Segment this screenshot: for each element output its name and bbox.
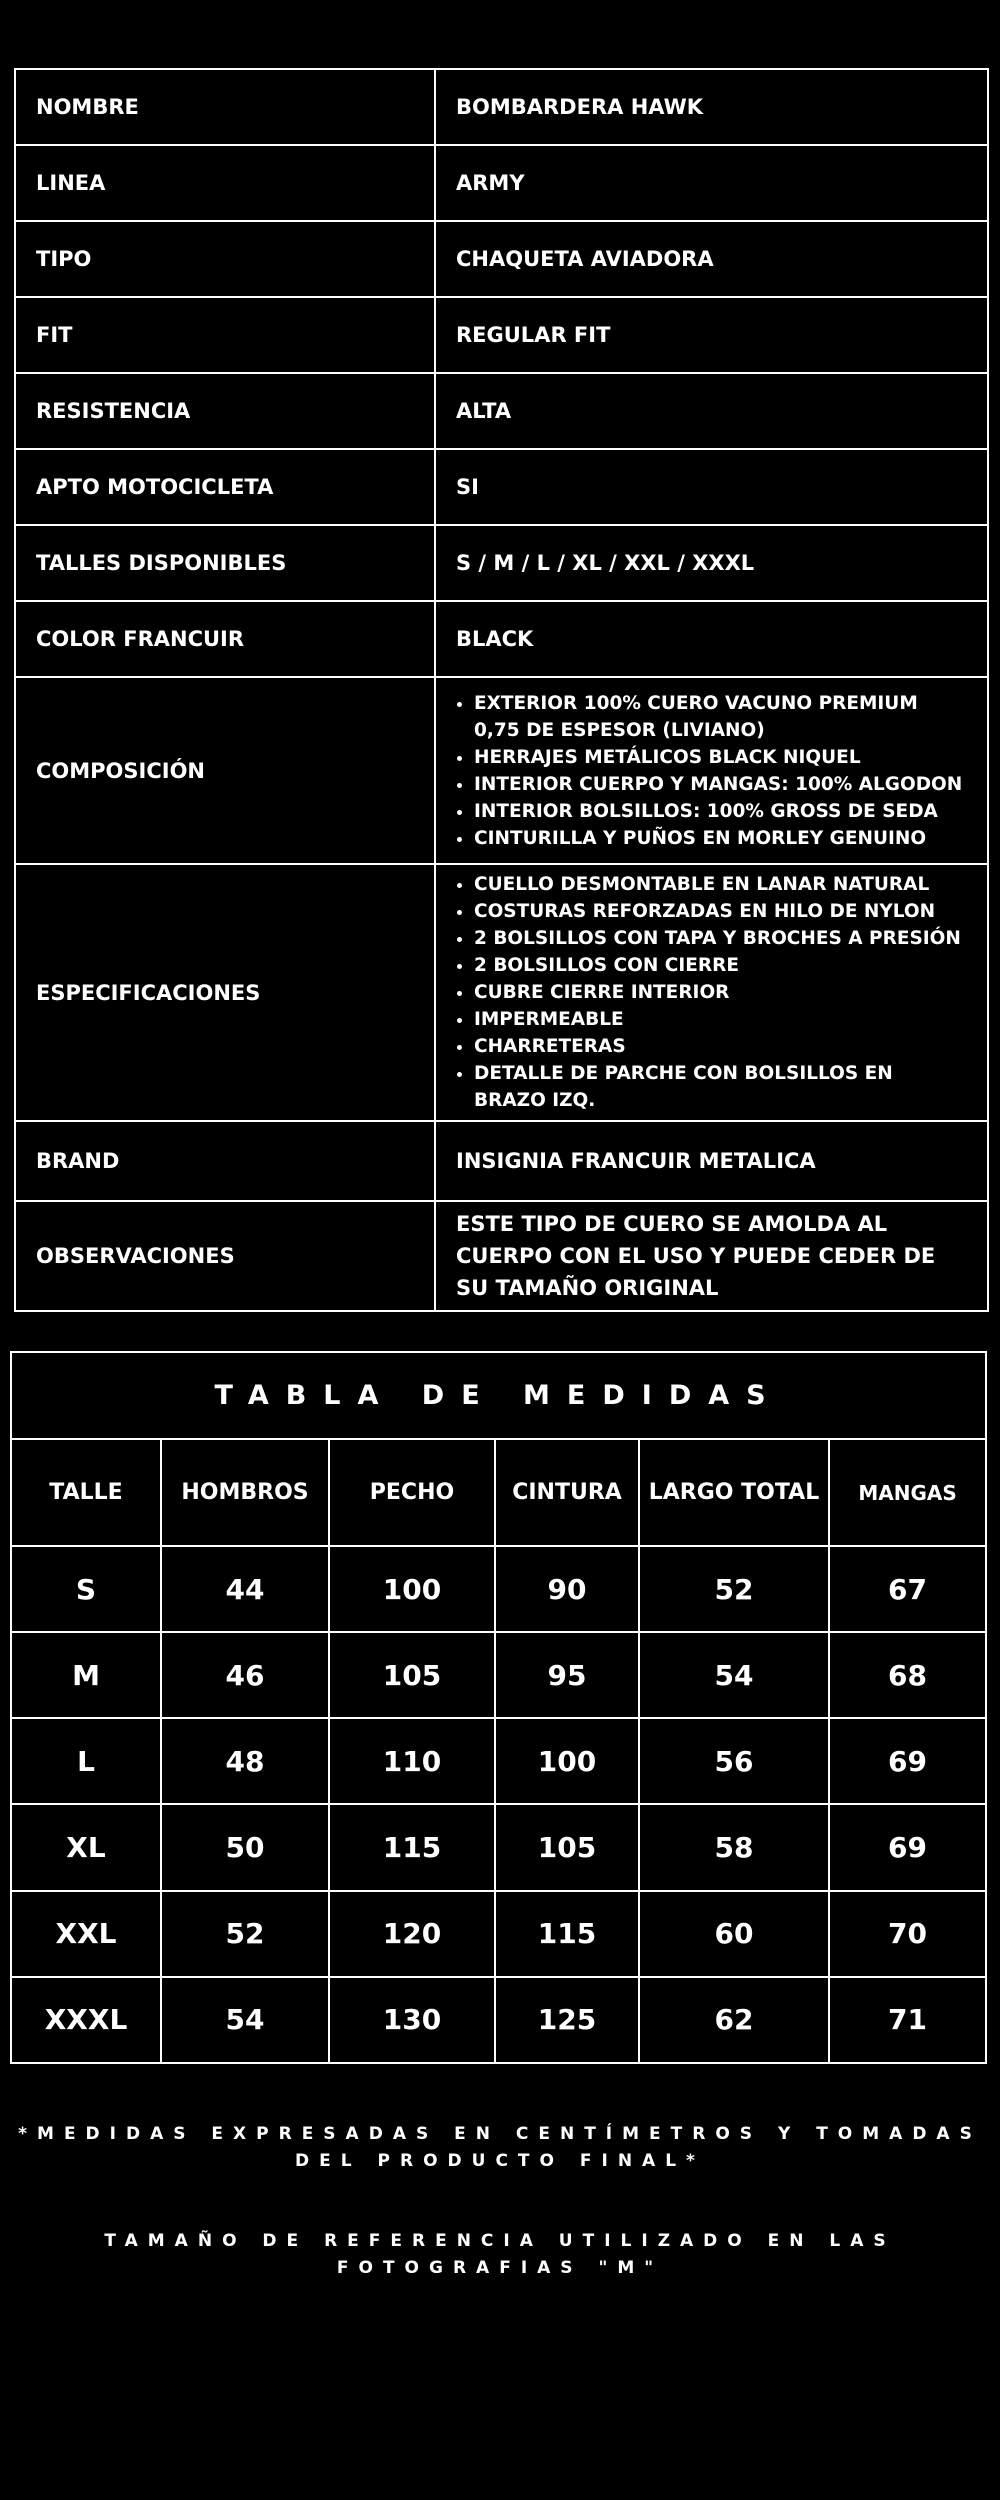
composition-item: • INTERIOR CUERPO Y MANGAS: 100% ALGODON xyxy=(474,771,967,798)
specification-item: • CUELLO DESMONTABLE EN LANAR NATURAL xyxy=(474,871,967,898)
size-table xyxy=(10,1351,987,2064)
size-cell: 95 xyxy=(495,1632,639,1718)
header-talle: TALLE xyxy=(11,1439,161,1546)
size-cell: 50 xyxy=(161,1804,329,1890)
size-cell: 56 xyxy=(639,1718,829,1804)
specification-item: • COSTURAS REFORZADAS EN HILO DE NYLON xyxy=(474,898,967,925)
specification-item: • CUBRE CIERRE INTERIOR xyxy=(474,979,967,1006)
size-cell: 52 xyxy=(639,1546,829,1632)
composition-list xyxy=(456,684,967,858)
spec-value-fit: REGULAR FIT xyxy=(435,297,988,373)
spec-value-talles: S / M / L / XL / XXL / XXXL xyxy=(435,525,988,601)
spec-value-composicion xyxy=(435,677,988,864)
composition-item: • CINTURILLA Y PUÑOS EN MORLEY GENUINO xyxy=(474,825,967,852)
spec-value-apto: SI xyxy=(435,449,988,525)
size-table-title-row xyxy=(11,1352,986,1439)
spec-value-especificaciones xyxy=(435,864,988,1121)
spec-value-nombre: BOMBARDERA HAWK xyxy=(435,69,988,145)
specification-item: • DETALLE DE PARCHE CON BOLSILLOS EN BRAZO IZQ. xyxy=(474,1060,967,1114)
size-cell: XXXL xyxy=(11,1977,161,2063)
size-cell: 115 xyxy=(329,1804,495,1890)
spec-row-talles xyxy=(15,525,988,601)
size-row-xxl xyxy=(11,1891,986,1977)
spec-row-tipo xyxy=(15,221,988,297)
size-cell: M xyxy=(11,1632,161,1718)
size-cell: 70 xyxy=(829,1891,986,1977)
reference-size-note: TAMAÑO DE REFERENCIA UTILIZADO EN LAS FOTOGRAFIAS "M" xyxy=(104,2231,896,2278)
size-cell: 110 xyxy=(329,1718,495,1804)
spec-label-observaciones: OBSERVACIONES xyxy=(15,1201,435,1311)
composition-item: • INTERIOR BOLSILLOS: 100% GROSS DE SEDA xyxy=(474,798,967,825)
spec-label-linea: LINEA xyxy=(15,145,435,221)
size-cell: 90 xyxy=(495,1546,639,1632)
spec-table xyxy=(14,68,989,1312)
spec-label-composicion: COMPOSICIÓN xyxy=(15,677,435,864)
spec-label-color: COLOR FRANCUIR xyxy=(15,601,435,677)
size-cell: 125 xyxy=(495,1977,639,2063)
spec-row-nombre xyxy=(15,69,988,145)
spec-value-linea: ARMY xyxy=(435,145,988,221)
spec-row-observaciones xyxy=(15,1201,988,1311)
spec-row-fit xyxy=(15,297,988,373)
size-cell: 68 xyxy=(829,1632,986,1718)
header-hombros: HOMBROS xyxy=(161,1439,329,1546)
header-largo-total: LARGO TOTAL xyxy=(639,1439,829,1546)
size-cell: 69 xyxy=(829,1804,986,1890)
spec-label-tipo: TIPO xyxy=(15,221,435,297)
header-cintura: CINTURA xyxy=(495,1439,639,1546)
spec-label-especificaciones: ESPECIFICACIONES xyxy=(15,864,435,1121)
size-cell: 130 xyxy=(329,1977,495,2063)
spec-row-composicion xyxy=(15,677,988,864)
size-cell: 100 xyxy=(495,1718,639,1804)
specifications-list xyxy=(456,865,967,1120)
spec-value-tipo: CHAQUETA AVIADORA xyxy=(435,221,988,297)
size-cell: 100 xyxy=(329,1546,495,1632)
spec-label-nombre: NOMBRE xyxy=(15,69,435,145)
specification-item: • CHARRETERAS xyxy=(474,1033,967,1060)
size-table-title: TABLA DE MEDIDAS xyxy=(11,1352,986,1439)
specification-item: • IMPERMEABLE xyxy=(474,1006,967,1033)
header-mangas: MANGAS xyxy=(829,1439,986,1546)
size-cell: 115 xyxy=(495,1891,639,1977)
spec-label-resistencia: RESISTENCIA xyxy=(15,373,435,449)
spec-value-color: BLACK xyxy=(435,601,988,677)
size-cell: 69 xyxy=(829,1718,986,1804)
size-row-xl xyxy=(11,1804,986,1890)
spec-value-resistencia: ALTA xyxy=(435,373,988,449)
size-row-s xyxy=(11,1546,986,1632)
spec-row-resistencia xyxy=(15,373,988,449)
spec-row-brand xyxy=(15,1121,988,1201)
size-cell: 105 xyxy=(495,1804,639,1890)
size-cell: 52 xyxy=(161,1891,329,1977)
size-table-header-row xyxy=(11,1439,986,1546)
size-cell: 46 xyxy=(161,1632,329,1718)
size-cell: XXL xyxy=(11,1891,161,1977)
composition-item: • HERRAJES METÁLICOS BLACK NIQUEL xyxy=(474,744,967,771)
size-cell: 71 xyxy=(829,1977,986,2063)
specification-item: • 2 BOLSILLOS CON TAPA Y BROCHES A PRESIÓN xyxy=(474,925,967,952)
size-row-m xyxy=(11,1632,986,1718)
spec-row-apto xyxy=(15,449,988,525)
size-row-l xyxy=(11,1718,986,1804)
size-cell: 48 xyxy=(161,1718,329,1804)
spec-label-apto: APTO MOTOCICLETA xyxy=(15,449,435,525)
spec-label-fit: FIT xyxy=(15,297,435,373)
size-cell: XL xyxy=(11,1804,161,1890)
spec-row-especificaciones xyxy=(15,864,988,1121)
header-pecho: PECHO xyxy=(329,1439,495,1546)
size-cell: 62 xyxy=(639,1977,829,2063)
specification-item: • 2 BOLSILLOS CON CIERRE xyxy=(474,952,967,979)
spec-row-color xyxy=(15,601,988,677)
spec-value-brand: INSIGNIA FRANCUIR METALICA xyxy=(435,1121,988,1201)
size-cell: 54 xyxy=(639,1632,829,1718)
spec-row-linea xyxy=(15,145,988,221)
measurements-note: *MEDIDAS EXPRESADAS EN CENTÍMETROS Y TOMADAS DEL PRODUCTO FINAL* xyxy=(18,2124,982,2171)
size-cell: L xyxy=(11,1718,161,1804)
size-row-xxxl xyxy=(11,1977,986,2063)
size-cell: 105 xyxy=(329,1632,495,1718)
size-cell: 60 xyxy=(639,1891,829,1977)
size-cell: 120 xyxy=(329,1891,495,1977)
spec-label-talles: TALLES DISPONIBLES xyxy=(15,525,435,601)
size-cell: 54 xyxy=(161,1977,329,2063)
spec-label-brand: BRAND xyxy=(15,1121,435,1201)
size-cell: 58 xyxy=(639,1804,829,1890)
size-cell: 44 xyxy=(161,1546,329,1632)
size-cell: S xyxy=(11,1546,161,1632)
spec-value-observaciones: ESTE TIPO DE CUERO SE AMOLDA AL CUERPO CON EL USO Y PUEDE CEDER DE SU TAMAÑO ORIGINAL xyxy=(435,1201,988,1311)
size-cell: 67 xyxy=(829,1546,986,1632)
composition-item: • EXTERIOR 100% CUERO VACUNO PREMIUM 0,75 DE ESPESOR (LIVIANO) xyxy=(474,690,967,744)
